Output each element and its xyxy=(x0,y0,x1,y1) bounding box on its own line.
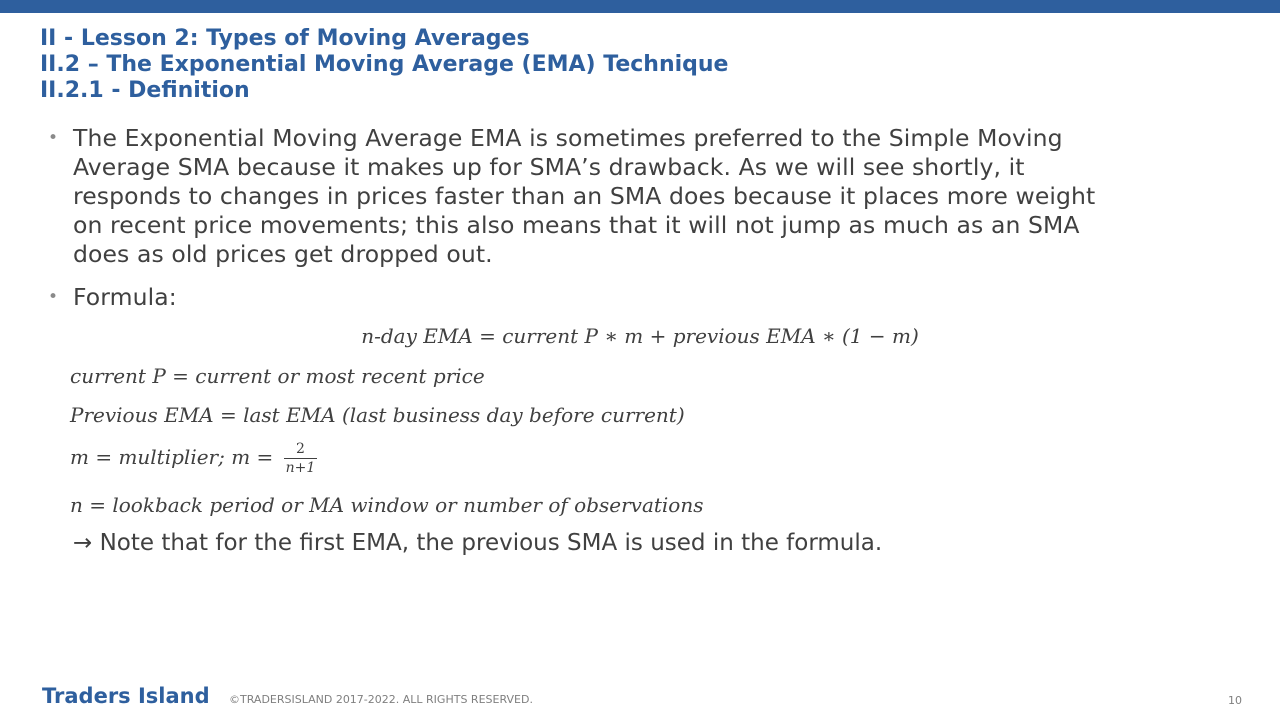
brand-logo: Traders Island xyxy=(42,684,210,708)
multiplier-text: m = multiplier; m = xyxy=(70,445,280,469)
multiplier-fraction xyxy=(284,440,318,477)
note-text: → Note that for the first EMA, the previous SMA is used in the formula. xyxy=(73,530,883,556)
formula-definition-previous-ema: Previous EMA = last EMA (last business day before current) xyxy=(70,403,685,427)
paragraph-line: The Exponential Moving Average EMA is sometimes preferred to the Simple Moving xyxy=(73,124,1063,152)
paragraph-line: responds to changes in prices faster than an SMA does because it places more weight xyxy=(73,182,1096,210)
ema-formula: n-day EMA = current P ∗ m + previous EMA ∗ (1 − m) xyxy=(361,324,919,348)
section-title: II.2 – The Exponential Moving Average (EMA) Technique xyxy=(40,52,729,77)
top-accent-bar xyxy=(0,0,1280,13)
subsection-title: II.2.1 - Definition xyxy=(40,78,250,103)
formula-definition-multiplier xyxy=(70,440,317,477)
paragraph-line: does as old prices get dropped out. xyxy=(73,240,493,268)
definition-paragraph xyxy=(73,124,1233,269)
page-number: 10 xyxy=(1228,694,1242,707)
copyright-notice: ©TRADERSISLAND 2017-2022. ALL RIGHTS RESERVED. xyxy=(229,693,533,706)
paragraph-line: Average SMA because it makes up for SMA’s drawback. As we will see shortly, it xyxy=(73,153,1025,181)
fraction-numerator: 2 xyxy=(284,440,318,459)
formula-definition-current-price: current P = current or most recent price xyxy=(70,364,485,388)
paragraph-line: on recent price movements; this also means that it will not jump as much as an SMA xyxy=(73,211,1080,239)
formula-label xyxy=(73,283,1233,312)
bullet-marker: • xyxy=(48,128,59,148)
formula-definition-lookback: n = lookback period or MA window or number of observations xyxy=(70,493,704,517)
paragraph-line: Formula: xyxy=(73,283,177,311)
bullet-marker: • xyxy=(48,287,59,307)
fraction-denominator: n+1 xyxy=(285,460,316,476)
lesson-title: II - Lesson 2: Types of Moving Averages xyxy=(40,26,530,51)
